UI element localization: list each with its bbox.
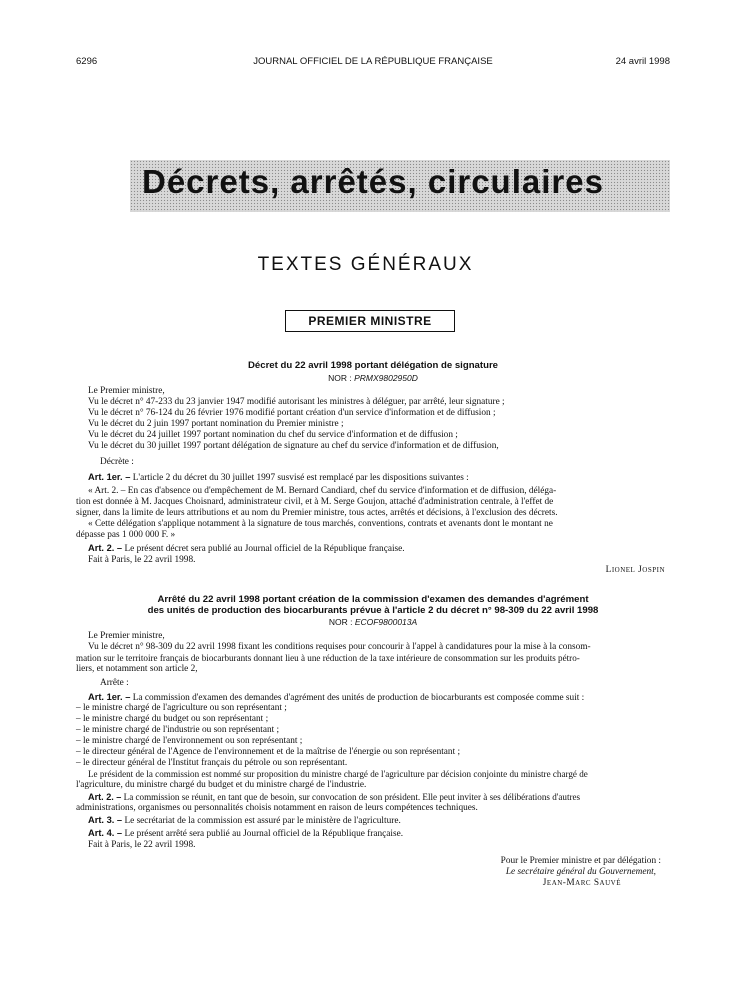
decree2-title-line: des unités de production des biocarburants prévue à l'article 2 du décret n° 98-309 du 22 avril 1998 <box>147 605 599 616</box>
decree1-quote-line: signer, dans la limite de leurs attributions et au nom du Premier ministre, tous actes, arrêtés et décisions, à l'exclusion des décrets. <box>76 508 558 518</box>
decree1-line: Vu le décret n° 47-233 du 23 janvier 1947 modifié autorisant les ministres à déléguer, par arrêté, leur signature ; <box>88 397 505 407</box>
decree2-line: liers, et notamment son article 2, <box>76 664 198 674</box>
decree2-member: – le ministre chargé de l'agriculture ou son représentant ; <box>76 703 287 713</box>
decree2-member: – le directeur général de l'Agence de l'environnement et de la maîtrise de l'énergie ou son représentant ; <box>76 747 461 757</box>
decree2-article-2: Art. 2. – La commission se réunit, en tant que de besoin, sur convocation de son président. Elle peut inviter à ses délibérations d'autres <box>88 792 581 802</box>
section-title: TEXTES GÉNÉRAUX <box>257 254 474 275</box>
decree2-president-line: Le président de la commission est nommé sur proposition du ministre chargé de l'agriculture par décision conjointe du ministre chargé de <box>88 769 588 779</box>
decree2-president-line: l'agriculture, du ministre chargé du budget et du ministre chargé de l'industrie. <box>76 780 367 790</box>
decree2-title-line: Arrêté du 22 avril 1998 portant création de la commission d'examen des demandes d'agrément <box>157 594 589 605</box>
decree2-member: – le ministre chargé du budget ou son représentant ; <box>76 714 269 724</box>
decree2-nor: NOR : ECOF9800013A <box>328 617 418 627</box>
decree1-signature: Lionel Jospin <box>605 565 665 575</box>
decree2-member: – le ministre chargé de l'industrie ou son représentant ; <box>76 725 280 735</box>
decree2-article-2-cont: administrations, organismes ou personnalités choisis notamment en raison de leurs compétences techniques. <box>76 803 478 813</box>
ministry-title: PREMIER MINISTRE <box>285 310 455 332</box>
decree2-article-1: Art. 1er. – La commission d'examen des demandes d'agrément des unités de production de biocarburants est composée comme suit : <box>88 692 585 703</box>
decree1-quote-line: « Art. 2. – En cas d'absence ou d'empêchement de M. Bernard Candiard, chef du service d'information et de diffusion, déléga- <box>88 486 557 496</box>
decree1-quote-line: dépasse pas 1 000 000 F. » <box>76 530 176 540</box>
page-number: 6296 <box>76 56 98 67</box>
decree2-line: Le Premier ministre, <box>88 631 165 641</box>
decree1-decrete: Décrète : <box>100 457 134 467</box>
decree1-title: Décret du 22 avril 1998 portant délégation de signature <box>247 360 499 371</box>
decree1-article-2: Art. 2. – Le présent décret sera publié au Journal officiel de la République française. <box>88 543 405 554</box>
decree1-quote-line: tion est donnée à M. Jacques Choisnard, administrateur civil, et à M. Serge Goujon, attaché d'administration centrale, à l'effet de <box>76 497 554 507</box>
decree1-line: Vu le décret du 2 juin 1997 portant nomination du Premier ministre ; <box>88 419 344 429</box>
decree2-line: Vu le décret n° 98-309 du 22 avril 1998 fixant les conditions requises pour concourir à l'appel à candidatures pour la mise à la consom- <box>88 642 591 652</box>
decree2-nor-code: ECOF9800013A <box>354 617 418 627</box>
decree1-quote-line: « Cette délégation s'applique notamment à la signature de tous marchés, conventions, contrats et avenants dont le montant ne <box>88 519 553 529</box>
decree2-signature-line: Le secrétaire général du Gouvernement, <box>505 867 656 877</box>
decree2-arrete: Arrête : <box>100 678 129 688</box>
page-header <box>76 56 670 70</box>
decree1-nor-code: PRMX9802950D <box>354 373 418 383</box>
decree1-line: Vu le décret du 24 juillet 1997 portant nomination du chef du service d'information et de diffusion ; <box>88 430 458 440</box>
issue-date: 24 avril 1998 <box>615 56 670 67</box>
decree1-nor: NOR : PRMX9802950D <box>328 373 418 383</box>
decree2-member: – le ministre chargé de l'environnement ou son représentant ; <box>76 736 303 746</box>
decree1-line: Vu le décret du 30 juillet 1997 portant délégation de signature au chef du service d'information et de diffusion, <box>88 441 499 451</box>
banner-title: Décrets, arrêtés, circulaires <box>142 163 604 200</box>
decree2-article-4: Art. 4. – Le présent arrêté sera publié au Journal officiel de la République française. <box>88 828 404 839</box>
decree2-done: Fait à Paris, le 22 avril 1998. <box>88 840 196 850</box>
decree1-article-1: Art. 1er. – L'article 2 du décret du 30 juillet 1997 susvisé est remplacé par les dispositions suivantes : <box>88 472 469 483</box>
decree1-line: Le Premier ministre, <box>88 386 165 396</box>
decree1-done: Fait à Paris, le 22 avril 1998. <box>88 555 196 565</box>
journal-name: JOURNAL OFFICIEL DE LA RÉPUBLIQUE FRANÇAISE <box>253 56 493 67</box>
decree2-article-3: Art. 3. – Le secrétariat de la commission est assuré par le ministère de l'agriculture. <box>88 815 401 826</box>
decree1-line: Vu le décret n° 76-124 du 26 février 1976 modifié portant création d'un service d'information et de diffusion ; <box>88 408 496 418</box>
decree2-member: – le directeur général de l'Institut français du pétrole ou son représentant. <box>76 758 348 768</box>
decree2-line: mation sur le territoire français de biocarburants donnant lieu à une réduction de la taxe intérieure de consommation sur les produits pétro- <box>76 653 580 663</box>
decree2-signature-name: Jean-Marc Sauvé <box>542 878 621 888</box>
decree2-signature-line: Pour le Premier ministre et par délégation : <box>500 856 661 866</box>
